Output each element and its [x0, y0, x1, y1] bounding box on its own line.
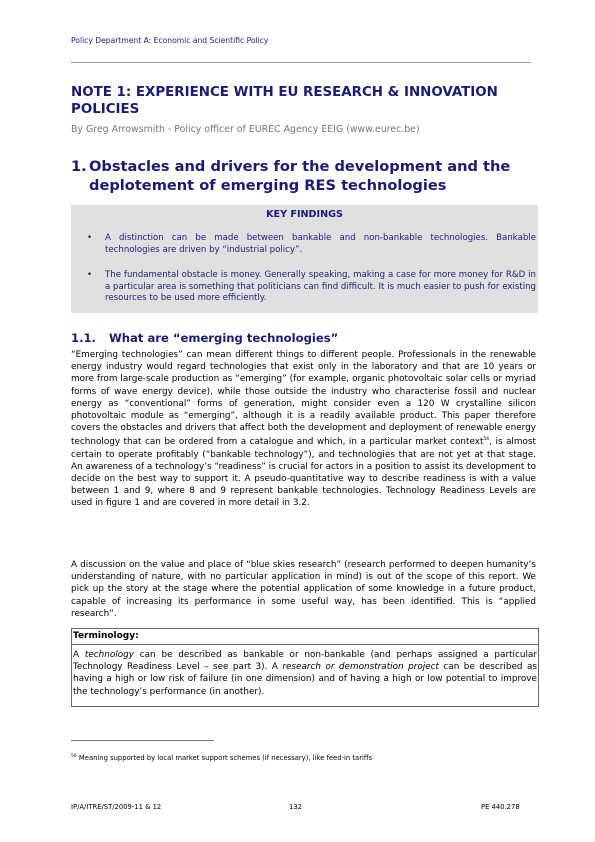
subsection-title: What are “emerging technologies”: [109, 331, 339, 345]
footnote-number: 56: [71, 754, 77, 759]
footnote: [71, 754, 372, 762]
section-heading-1-1: [71, 331, 338, 345]
footnote-reference[interactable]: 56: [483, 437, 490, 443]
terminology-box: [71, 628, 539, 707]
author-byline: By Greg Arrowsmith - Policy officer of EUREC Agency EEIG (www.eurec.be): [71, 124, 420, 135]
body-paragraph: A discussion on the value and place of “blue skies research” (research performed to deepen humanity’s understanding of nature, with no particular application in mind) is out of the scope of this report. We pick up the story at the stage where the potential application of some knowledge in a future product, capable of increasing its performance in some useful way, has been identified. This is “applied research”.: [71, 560, 536, 619]
key-finding-text: A distinction can be made between bankable and non-bankable technologies. Bankable technologies are driven by “industrial policy”.: [105, 233, 536, 255]
terminology-part: can be described as bankable or non-bankable (and perhaps assigned a particular Technology Readiness Level – see part 3). A: [73, 650, 537, 673]
note-title: NOTE 1: EXPERIENCE WITH EU RESEARCH & INNOVATION POLICIES: [71, 85, 498, 117]
page-number: 132: [289, 803, 302, 811]
terminology-text: [73, 649, 537, 698]
key-finding-text: The fundamental obstacle is money. Generally speaking, making a case for more money for R&D in a particular area is something that politicians can find difficult. It is much easier to push for existing resources to be used more efficiently.: [105, 270, 536, 304]
body-paragraph: [71, 349, 536, 510]
running-header: Policy Department A: Economic and Scientific Policy: [71, 36, 269, 45]
paragraph-text: “Emerging technologies” can mean different things to different people. Professionals in the renewable energy industry would regard technologies that exist only in the laboratory and that are 10 years or more from large-scale production as “emerging” (for example, organic photovoltaic solar cells or myriad forms of wave energy device), while those outside the industry who characterise fossil and nuclear energy as “conventional” forms of generation, might consider even a 120 W crystalline silicon photovoltaic module as “emerging”, although it is a readily available product. This paper therefore covers the obstacles and drivers that affect both the development and deployment of renewable energy technology that can be ordered from a catalogue and which, in a particular market context: [71, 350, 536, 448]
key-finding-item: [87, 270, 536, 305]
section-heading-1: [71, 157, 541, 195]
header-divider: [71, 62, 531, 63]
section-title: Obstacles and drivers for the development and the deplotement of emerging RES technologies: [89, 158, 511, 194]
terminology-term: technology: [84, 650, 134, 660]
terminology-part: A: [73, 650, 85, 660]
key-findings-box: [71, 205, 538, 313]
bullet-icon: •: [87, 270, 93, 280]
section-number: 1.: [71, 158, 87, 175]
terminology-heading: Terminology:: [72, 629, 538, 645]
footnote-text: Meaning supported by local market support schemes (if necessary), like feed-in tariffs: [76, 754, 373, 762]
terminology-term: research or demonstration project: [282, 662, 439, 673]
terminology-part: can be described as having a high or low risk of failure (in one dimension) and of having a high or low potential to improve the technology’s performance (in another).: [73, 662, 537, 697]
key-findings-title: KEY FINDINGS: [266, 209, 343, 220]
bullet-icon: •: [87, 233, 93, 243]
footnote-divider: [71, 740, 214, 741]
key-finding-item: [87, 233, 536, 256]
paragraph-text: , is almost certain to operate profitably (“bankable technology”), and technologies that are not yet at that stage. An awareness of a technology’s “readiness” is crucial for actors in a position to assist its development to decide on the best way to support it. A pseudo-quantitative way to describe readiness is with a value between 1 and 9, where 8 and 9 represent bankable technologies. Technology Readiness Levels are used in figure 1 and are covered in more detail in 3.2.: [71, 437, 536, 509]
footer-doc-id: PE 440.278: [481, 803, 520, 811]
footer-reference: IP/A/ITRE/ST/2009-11 & 12: [71, 803, 162, 811]
subsection-number: 1.1.: [71, 331, 96, 345]
